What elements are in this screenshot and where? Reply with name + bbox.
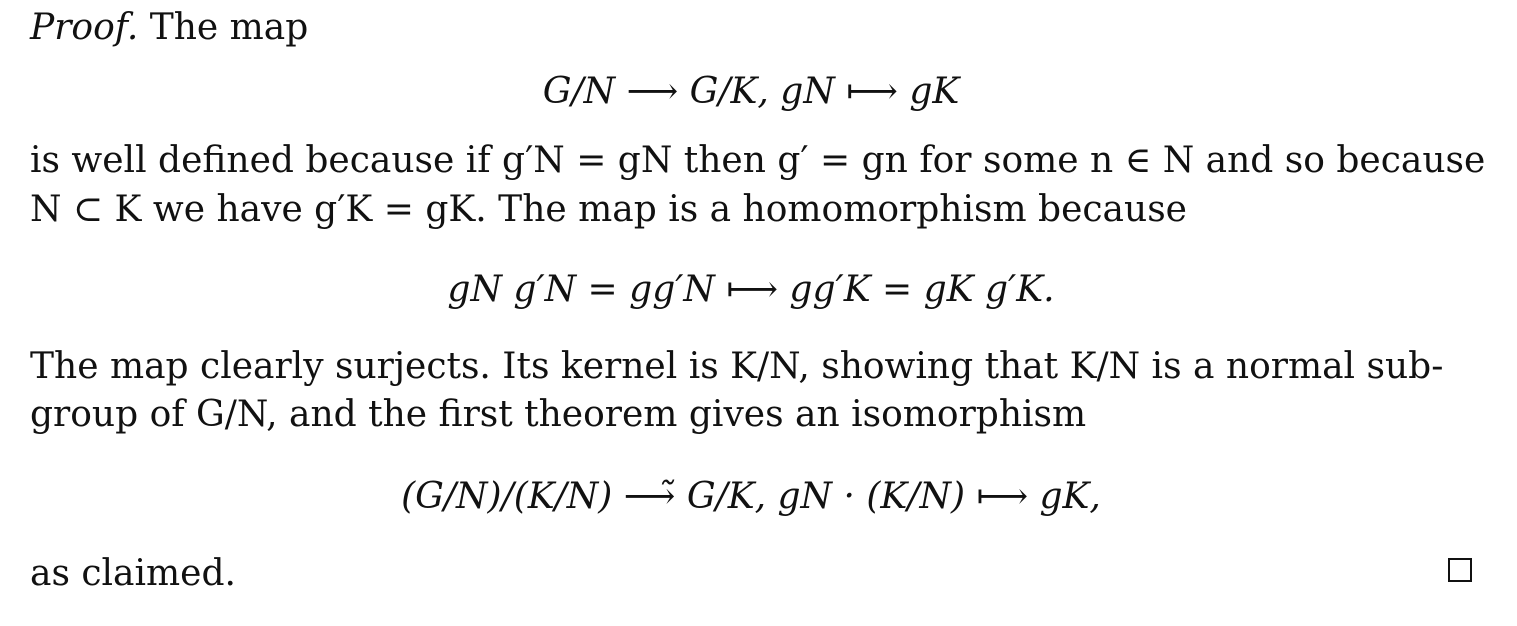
paragraph-2-line-1 <box>30 346 1472 387</box>
qed-symbol <box>1448 558 1472 582</box>
paragraph-1-line-1 <box>30 140 1486 181</box>
display-equation-map: G/N ⟶ G/K, gN ⟼ gK <box>542 71 960 112</box>
closing-text: as claimed. <box>30 553 236 594</box>
paragraph-1-line-2: N ⊂ K we have g′K = gK. The map is a homomorphism because <box>30 189 1187 230</box>
paragraph-1-line-1-text: is well defined because if g′N = gN then g′ = gn for some n ∈ N and so because <box>30 140 1486 181</box>
paragraph-2-line-1-text: The map clearly surjects. Its kernel is K/N, showing that K/N is a normal sub- <box>30 346 1444 387</box>
proof-label: Proof. <box>30 7 139 48</box>
display-equation-homomorphism: gN g′N = gg′N ⟼ gg′K = gK g′K. <box>447 269 1055 310</box>
proof-first-line <box>30 7 309 48</box>
proof-intro: The map <box>149 7 309 48</box>
paragraph-2-line-2: group of G/N, and the first theorem gives an isomorphism <box>30 394 1087 435</box>
display-equation-isomorphism: (G/N)/(K/N) ⟶̃ G/K, gN · (K/N) ⟼ gK, <box>401 476 1101 517</box>
